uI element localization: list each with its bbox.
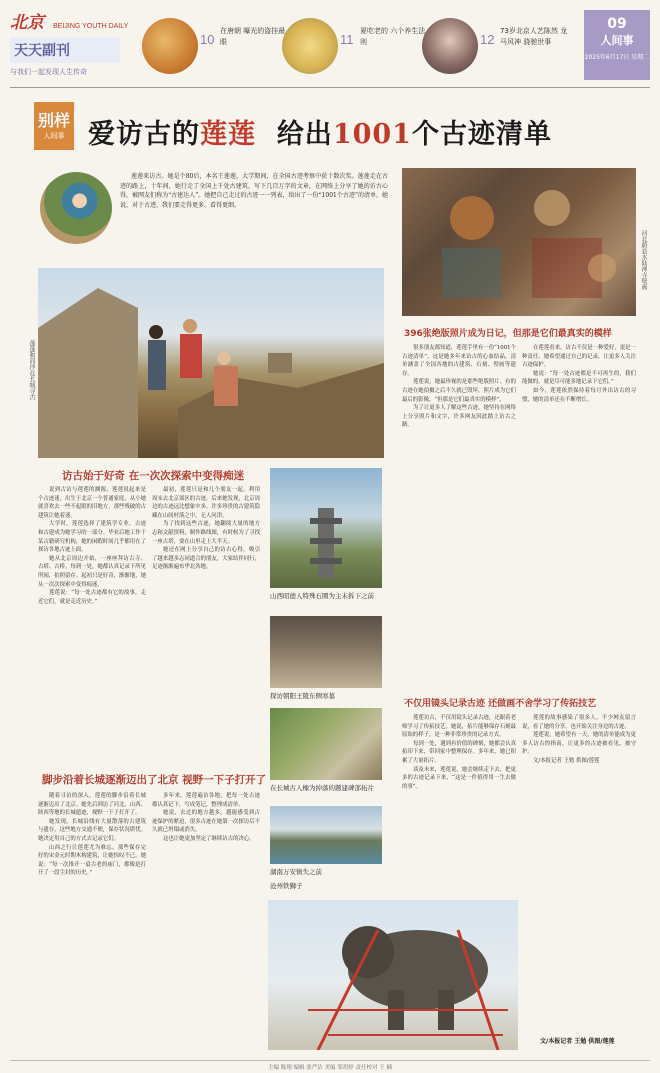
bridge-photo (270, 806, 382, 864)
paragraph: 文/本报记者 王勉 供图/莲莲 (533, 757, 600, 764)
paragraph: 莲莲说，她最珍视的是那些绝版照片。有的古迹在她拍摄之后不久就已毁坏，照片成为它们最后的影像，“但那是它们最真实的模样”。 (402, 379, 516, 403)
paragraph: 如今，莲莲依然保持着每月外出访古的习惯，她的清单还在不断增长。 (522, 387, 636, 403)
paragraph: 她从北京周边开始，一座座拜访古寺、古塔、古桥。每到一处，她都认真记录下所见所闻，拍照留存。起初只是好奇，渐渐地，她从一次次探索中变得痴迷。 (38, 555, 146, 588)
paragraph: 为了找到这些古迹，她翻阅大量的地方志和文献资料，制作路线图，有时候为了寻找一座古塔，要在山里走上大半天。 (152, 521, 260, 545)
headline-pre: 爱访古的 (88, 119, 200, 150)
caption-1: 山西昭德人特殊石圈为主未拆下之前 (270, 592, 374, 600)
page-footer: 主编 陈翔 编辑 张严洁 美编 邹玥婷 责任校对 王 楠 (10, 1060, 650, 1071)
brand-english: BEIJING YOUTH DAILY (53, 23, 129, 30)
issue-date: 2025年6月17日 星期二 (584, 54, 650, 61)
great-wall-caption: 莲莲和同伴在长城寻古 (28, 340, 35, 400)
paragraph: 谈及未来，莲莲说，她会继续走下去，把更多的古迹记录下来，“这是一件值得用一生去做的事”。 (402, 766, 516, 790)
paragraph: 多年来，莲莲遍访各地，把每一处古迹都认真记下，写成笔记，整理成清单。 (152, 793, 260, 808)
paragraph: 山西之行让莲莲尤为难忘。那些保存完好的宋金元时期木构建筑，让她惊叹不已。她说：“每一次推开一扇古老的庙门，都像是打开了一段尘封的历史。” (38, 844, 146, 877)
subhead-2: 脚步沿着长城逐渐迈出了北京 视野一下子打开了 (42, 774, 267, 786)
intro-text (120, 172, 388, 250)
intro-paragraph: 莲莲来访古。她是个80后，本名王莲莲，大学期间，在全国古迹考察中获十数次奖。莲莲走在古迹的路上，十年间，她行走了全国上千处古建筑，写下几百万字的文章，在网络上分享了她的访古心得，被网友们称为“古建达人”。她把自己走过的古迹一一列表，给出了一份“1001个古迹”的清单，她说，对于古迹，我们要走得更多，看得更细。 (120, 173, 388, 209)
paragraph: 最初，莲莲只是和几个朋友一起，利用周末去北京郊区的古迹。后来她发现，北京周边的古迹远比想象中多，许多珍贵的古建筑隐藏在山间村落之中，无人问津。 (152, 487, 260, 519)
paragraph: 这也让她更加坚定了继续访古的决心。 (163, 835, 255, 842)
paragraph: 很多朋友都知道，莲莲手里有一份“1001个古迹清单”，这是她多年来访古的心血结晶。清单涵盖了全国各地的古建筑、石刻、壁画等遗存。 (402, 345, 516, 377)
portrait-photo (40, 172, 112, 244)
logo (10, 8, 130, 84)
column-tag (34, 102, 74, 150)
teaser-12[interactable] (422, 16, 572, 76)
masthead (10, 6, 650, 88)
teaser-11[interactable] (282, 16, 432, 76)
column-tag-small: 人间事 (43, 132, 65, 140)
page-number: 09 (607, 16, 627, 32)
teaser-page-num: 12 (480, 32, 495, 47)
column-4a (402, 344, 516, 680)
teaser-image (142, 18, 198, 74)
mural-caption: 河北蔚县水陆禅寺壁画 (640, 230, 647, 290)
paragraph: 大学时，莲莲选择了建筑学专业，古迹和古建成为她学习的一部分。毕业后她工作于某古籍研究机构，她的闲暇时间几乎都用在了探访各地古迹上面。 (38, 521, 146, 554)
paragraph: 在莲莲看来，访古不仅是一种爱好，更是一种责任。她希望通过自己的记录，让更多人关注古迹保护。 (522, 345, 636, 369)
column-5a (522, 344, 636, 680)
teaser-text: 在唐朝 曝光的盗挂最眼 (220, 27, 286, 46)
tomb-photo (270, 616, 382, 688)
caption-3: 在长城古人橡为掉落的题建碑部拓片 (270, 784, 374, 792)
section-title: 天天副刊 (10, 37, 120, 63)
column-1a (38, 486, 146, 776)
paragraph: 说到古访与莲莲的渊源，莲莲说起来是个古迹迷，出生于北京一个普通家庭，从小她就喜欢去一些不起眼的旧地方，那些残破的古建筑让她着迷。 (38, 487, 146, 519)
great-wall-scene (38, 268, 384, 458)
teaser-text: 夏吃老的 六个养生法则 (360, 27, 426, 46)
pagoda-shape (270, 468, 382, 588)
subhead-4: 不仅用镜头记录古迹 还做画不舍学习了传拓技艺 (404, 699, 597, 709)
headline-number: 1001 (332, 119, 412, 150)
paragraph: 她说，去过的地方越多，越能感受到古迹保护的紧迫，很多古迹在她第一次探访后不久就已坍塌或消失。 (152, 810, 260, 834)
caption-5: 沧州铁狮子 (270, 882, 303, 890)
caption-2: 探访朝阳王陵东侧寒墓 (270, 692, 335, 700)
column-tag-big: 别样 (37, 111, 70, 130)
column-2a (152, 486, 260, 776)
paragraph: 莲莲的故事感染了很多人，不少网友留言说，看了她的分享，也开始关注身边的古迹。 (522, 715, 636, 730)
column-4b (402, 714, 516, 884)
page-name: 人间事 (600, 34, 634, 47)
paragraph: 她说：“每一处古迹都是不可再生的，我们能做的，就是尽可能多地记录下它们。” (522, 370, 636, 386)
column-2b (152, 792, 260, 1052)
subhead-3: 396张绝版照片成为日记，但那是它们最真实的模样 (404, 329, 612, 339)
mural-photo (402, 168, 636, 316)
teaser-text: 73岁北京人艺陈然 龙马风神 骁驰世事 (500, 27, 568, 46)
iron-lion-photo (268, 900, 518, 1050)
byline: 文/本报记者 王勉 供图/莲莲 (540, 1038, 615, 1045)
paragraph: 为了让更多人了解这些古迹，她坚持在网络上分享照片和文字，许多网友因此踏上访古之路。 (402, 405, 516, 429)
subhead-1: 访古始于好奇 在一次次探索中变得痴迷 (62, 470, 245, 482)
iron-lion-scene (268, 900, 518, 1050)
article-title (10, 98, 650, 168)
headline-name: 莲莲 (200, 119, 256, 150)
brand-name: 北京 (10, 13, 44, 33)
paragraph: 莲莲访古，不仅用镜头记录古迹，还跟着老师学习了传拓技艺。她说，拓片能够保存石刻最原始的样子，是一种非常珍贵的记录方式。 (402, 715, 516, 739)
paragraph: 莲莲说：“每一处古迹都有它的故事，走近它们，就是走近历史。” (38, 590, 146, 605)
teaser-10[interactable] (142, 16, 292, 76)
caption-4: 湖南万安镇失之前 (270, 868, 322, 876)
column-5b (522, 714, 636, 1014)
pagoda-photo (270, 468, 382, 588)
paragraph: 她还在网上分享自己的访古心得，吸引了越来越多志同道合的朋友，大家结伴同行，足迹渐渐遍布华北各地。 (152, 547, 260, 571)
issue-box (584, 10, 650, 80)
teaser-image (282, 18, 338, 74)
slogan: 与我们一起发现人生传奇 (10, 68, 87, 76)
paragraph: 她发现，长城沿线有大量散落的古建筑与遗存，这些地方交通不便，保存状况堪忧。她决定用自己的方式去记录它们。 (38, 818, 146, 842)
great-wall-photo (38, 268, 384, 458)
rubbing-photo (270, 708, 382, 780)
headline-end: 个古迹清单 (411, 119, 552, 150)
mural-figures (402, 168, 636, 316)
paragraph: 每到一处，遇到有价值的碑刻，她都会认真拓印下来，带回家中整理保存。多年来，她已积累了大量拓片。 (402, 740, 516, 764)
teaser-page-num: 10 (200, 32, 215, 47)
headline-post: 给出 (276, 119, 333, 150)
teaser-image (422, 18, 478, 74)
paragraph: 莲莲说，她希望有一天，她的清单能成为更多人访古的指南，让更多的古迹被看见、被守护。 (522, 732, 636, 756)
paragraph: 随着寻访的深入，莲莲的脚步沿着长城逐渐迈出了北京。她先后到访了河北、山西、陕西等地的长城遗迹，视野一下子打开了。 (38, 793, 146, 817)
column-1b (38, 792, 146, 1052)
teaser-page-num: 11 (340, 32, 354, 47)
headline (88, 112, 552, 151)
